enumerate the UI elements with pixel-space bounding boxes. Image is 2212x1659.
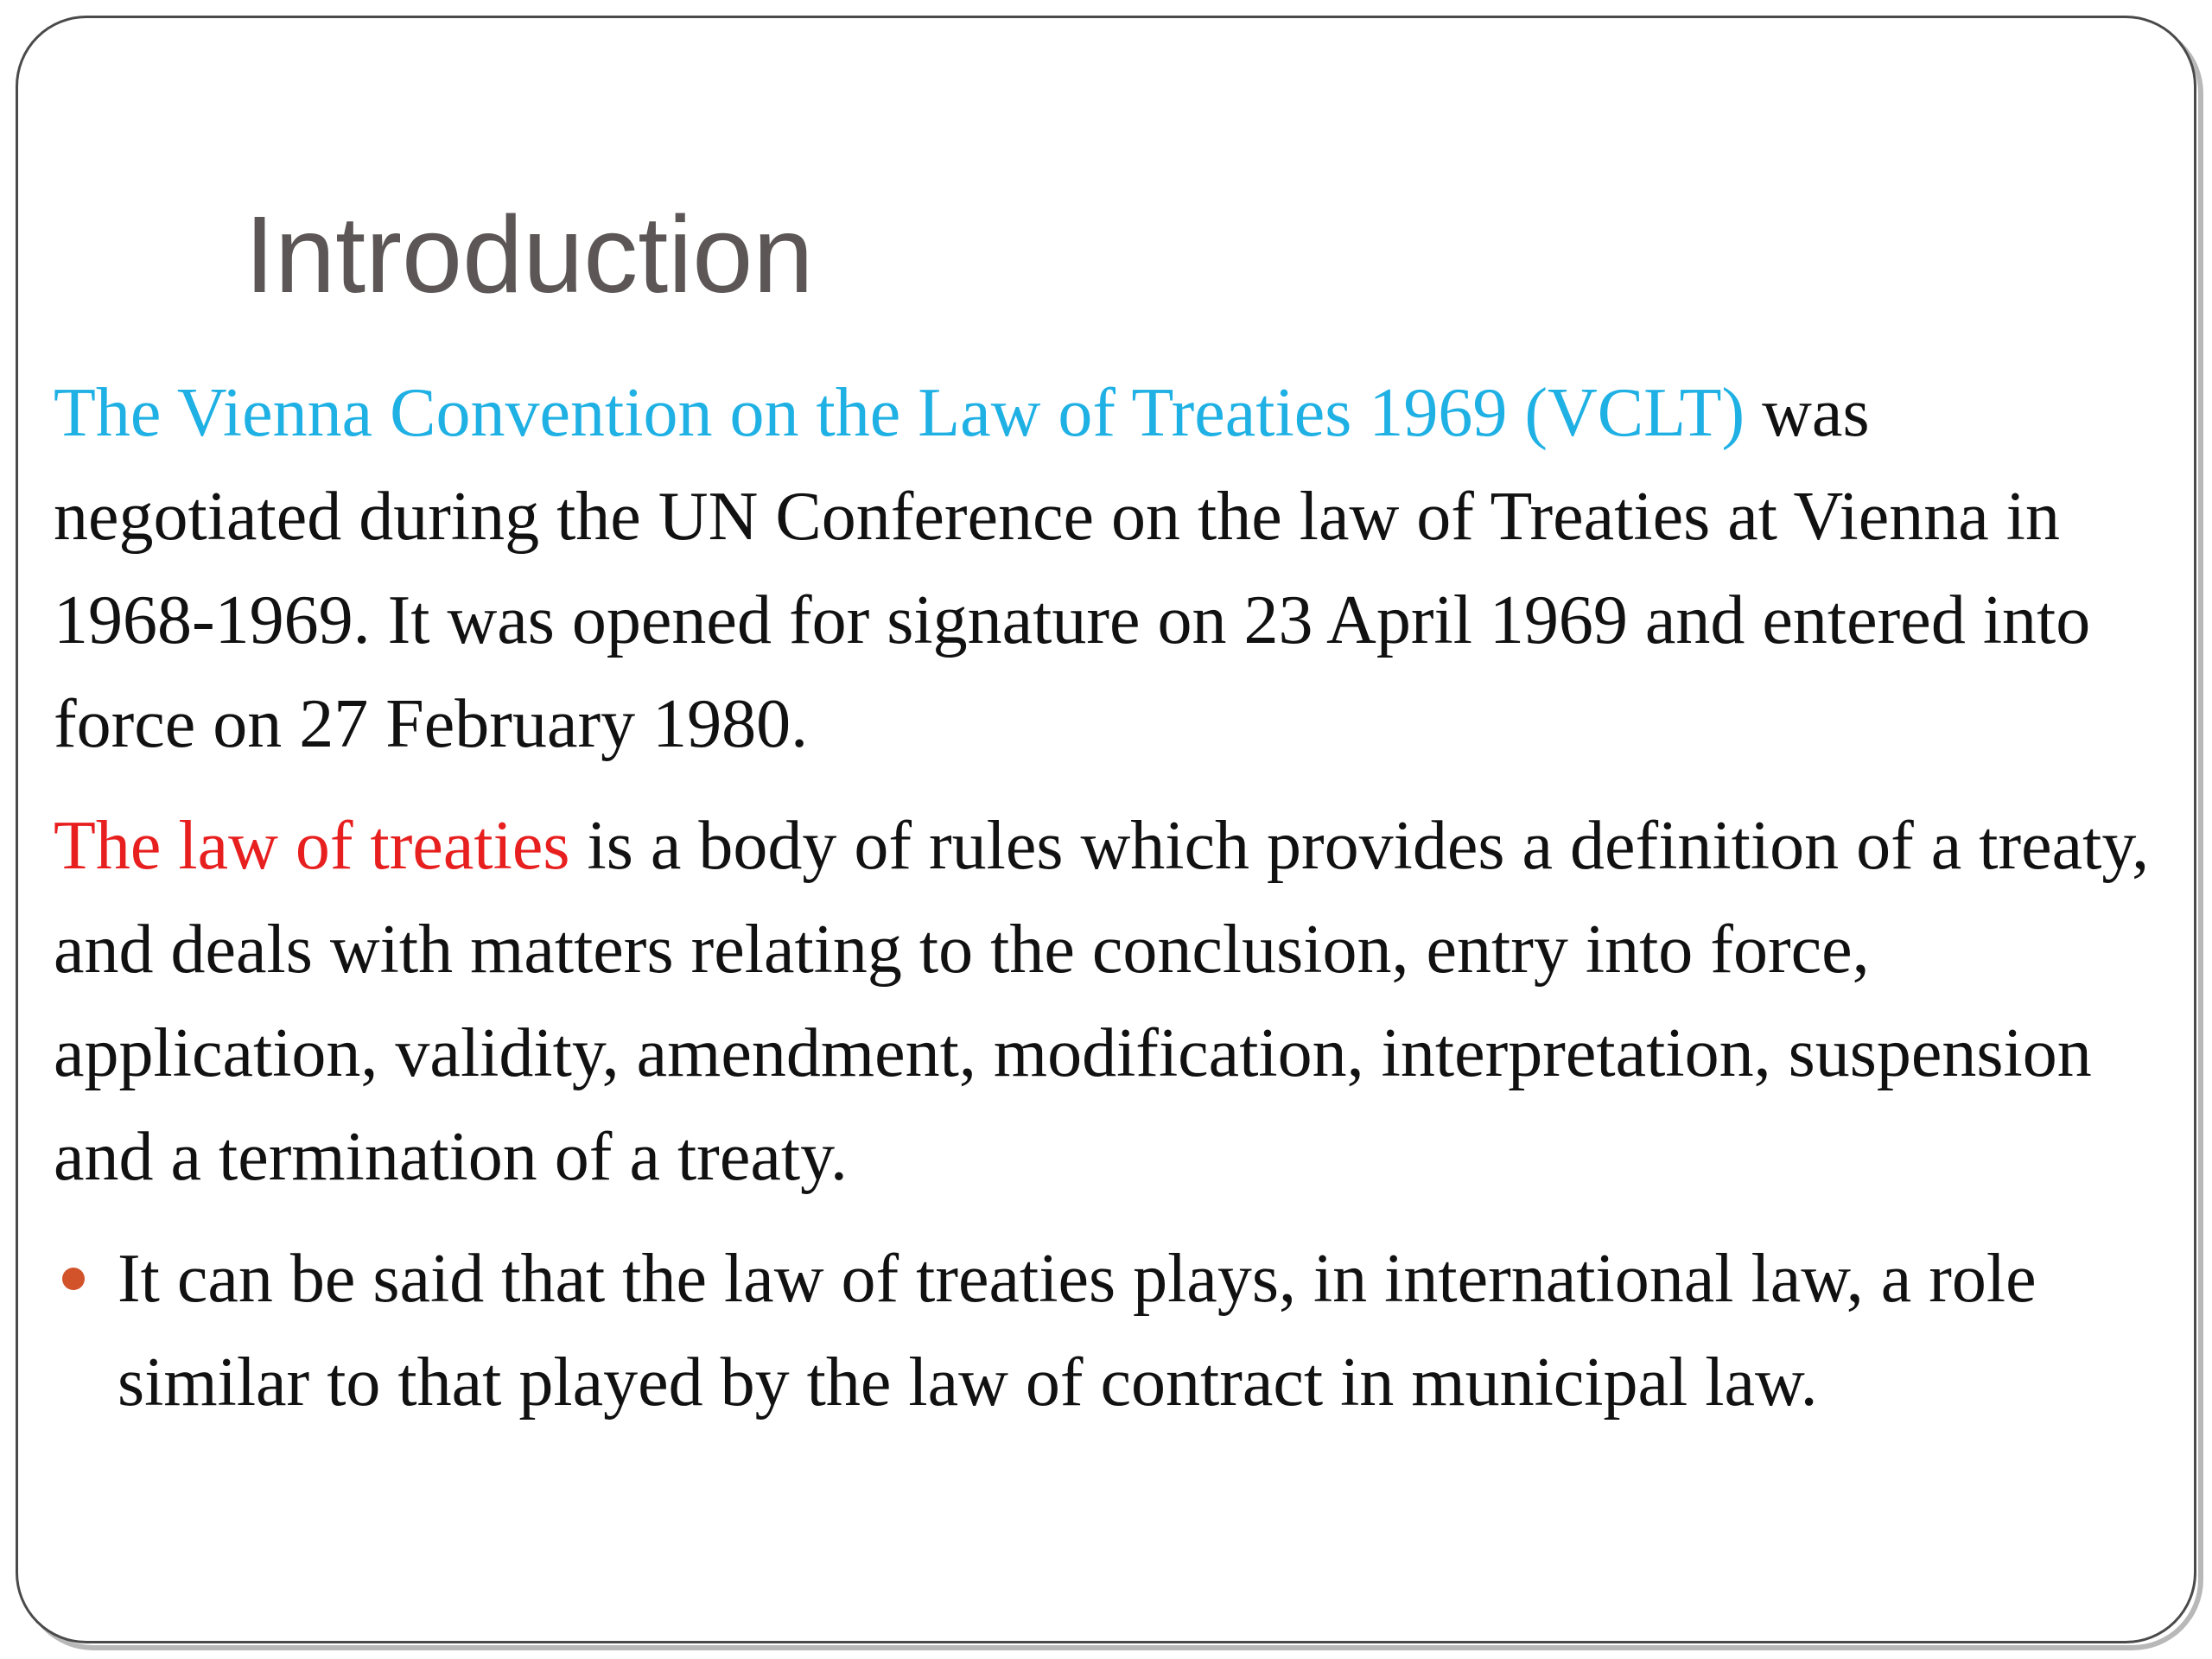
law-of-treaties-highlight: The law of treaties xyxy=(54,808,570,884)
vclt-highlight: The Vienna Convention on the Law of Treaties 1969 (VCLT) xyxy=(54,375,1745,451)
bullet-dot-icon xyxy=(62,1268,85,1290)
vclt-text: was negotiated during the UN Conference on the law of Treaties at Vienna in 1968-1969. It was opened for signature on 23 April 1969 and entered into force on 27 February 1980. xyxy=(54,375,2091,762)
slide-title: Introduction xyxy=(245,194,814,315)
paragraph-law-of-treaties xyxy=(54,794,2162,1209)
law-of-treaties-text: is a body of rules which provides a definition of a treaty, and deals with matters relating to the conclusion, entry into force, application, validity, amendment, modification, interpretation, suspension and a termination of a treaty. xyxy=(54,808,2150,1195)
paragraph-vclt xyxy=(54,361,2162,776)
bullet-item: It can be said that the law of treaties plays, in international law, a role similar to that played by the law of contract in municipal law. xyxy=(118,1241,2037,1421)
